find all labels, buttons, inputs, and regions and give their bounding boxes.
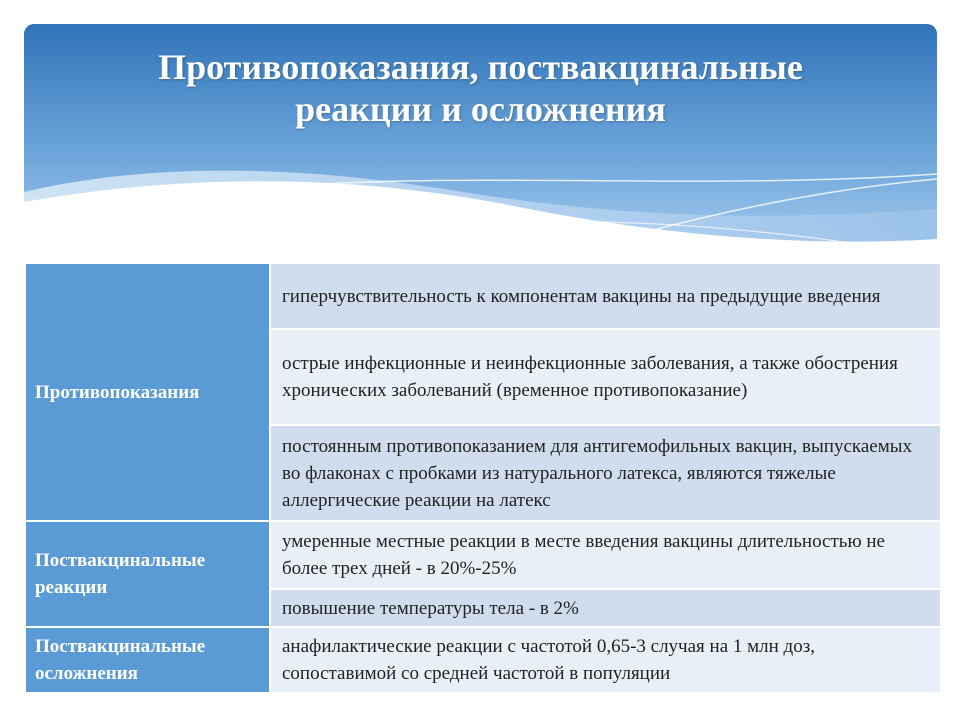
table-cell: анафилактические реакции с частотой 0,65-3 случая на 1 млн доз, сопоставимой со средней частотой в популяции — [270, 627, 941, 693]
title-line-2: реакции и осложнения — [295, 89, 666, 129]
category-cell-reactions: Поствакцинальные реакции — [25, 521, 270, 627]
table-row — [25, 263, 941, 329]
category-cell-complications: Поствакцинальные осложнения — [25, 627, 270, 693]
table-cell: постоянным противопоказанием для антигемофильных вакцин, выпускаемых во флаконах с пробками из натурального латекса, являются тяжелые аллергические реакции на латекс — [270, 425, 941, 521]
title-line-1: Противопоказания, поствакцинальные — [158, 47, 803, 87]
table-row — [25, 627, 941, 693]
table-cell: повышение температуры тела - в 2% — [270, 589, 941, 627]
table-cell: умеренные местные реакции в месте введения вакцины длительностью не более трех дней - в 20%-25% — [270, 521, 941, 589]
table-cell: острые инфекционные и неинфекционные заболевания, а также обострения хронических заболеваний (временное противопоказание) — [270, 329, 941, 425]
page-title — [24, 46, 937, 130]
vaccination-table — [24, 262, 942, 694]
table-row — [25, 521, 941, 589]
category-cell-contraindications: Противопоказания — [25, 263, 270, 521]
table-cell: гиперчувствительность к компонентам вакцины на предыдущие введения — [270, 263, 941, 329]
